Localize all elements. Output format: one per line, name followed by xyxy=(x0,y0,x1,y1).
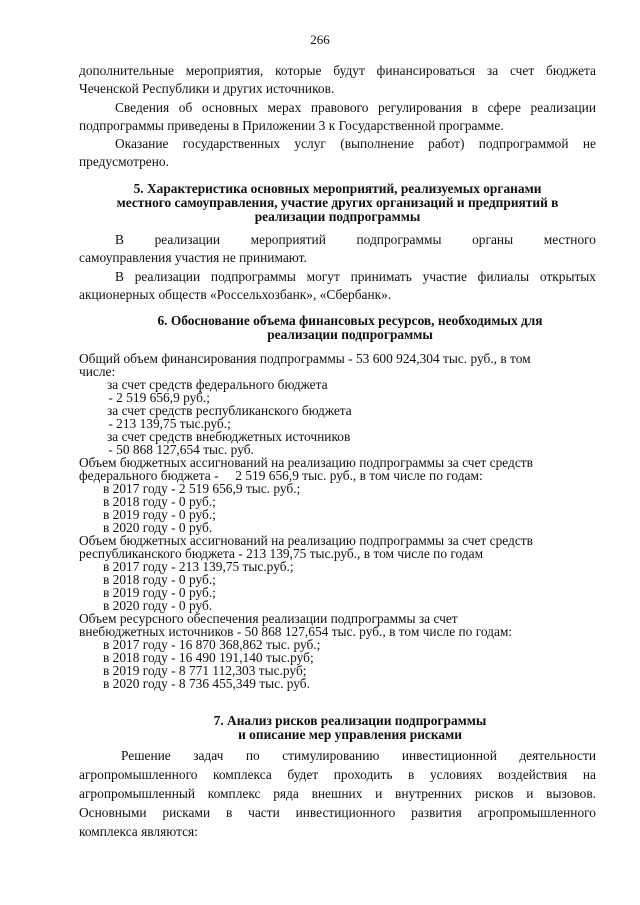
page-number: 266 xyxy=(310,32,330,47)
section-7-heading-line-2: и описание мер управления рисками xyxy=(238,727,462,742)
section-5-heading-line-3: реализации подпрограммы xyxy=(254,209,421,224)
section-6-heading-line-2: реализации подпрограммы xyxy=(267,327,433,342)
intro-line-5: Оказание государственных услуг (выполнение работ) подпрограммой не xyxy=(115,136,596,151)
section-7-heading-line-1: 7. Анализ рисков реализации подпрограммы xyxy=(213,713,487,728)
republic-allocations-line-1: Объем бюджетных ассигнований на реализацию подпрограммы за счет средств xyxy=(79,533,533,548)
funding-total-continued: числе: xyxy=(79,364,116,379)
extra-year-2019: в 2019 году - 8 771 112,303 тыс.руб; xyxy=(103,663,307,678)
section-5-heading-line-1: 5. Характеристика основных мероприятий, реализуемых органами xyxy=(133,181,542,196)
extra-year-2018: в 2018 году - 16 490 191,140 тыс.руб; xyxy=(103,650,314,665)
republic-year-2019: в 2019 году - 0 руб.; xyxy=(103,585,216,600)
republic-year-2018: в 2018 году - 0 руб.; xyxy=(103,572,216,587)
intro-line-4: подпрограммы приведены в Приложении 3 к Государственной программе. xyxy=(79,118,504,133)
intro-line-2: Чеченской Республики и других источников. xyxy=(79,81,335,96)
republic-year-2020: в 2020 году - 0 руб. xyxy=(103,598,213,613)
federal-year-2017: в 2017 году - 2 519 656,9 тыс. руб.; xyxy=(103,481,301,496)
funding-federal-label: за счет средств федерального бюджета xyxy=(107,377,328,392)
funding-extra-amount: - 50 868 127,654 тыс. руб. xyxy=(105,442,254,457)
intro-line-1: дополнительные мероприятия, которые будут финансироваться за счет бюджета xyxy=(79,63,596,78)
intro-line-6: предусмотрено. xyxy=(79,154,169,169)
extra-funding-line-1: Объем ресурсного обеспечения реализации подпрограммы за счет xyxy=(79,611,458,626)
funding-extra-label: за счет средств внебюджетных источников xyxy=(107,429,351,444)
extra-funding-line-2: внебюджетных источников - 50 868 127,654 тыс. руб., в том числе по годам: xyxy=(79,624,513,639)
federal-year-2020: в 2020 году - 0 руб. xyxy=(103,520,213,535)
section-7-para-line-5: комплекса являются: xyxy=(79,824,198,839)
federal-allocations-line-1: Объем бюджетных ассигнований на реализацию подпрограммы за счет средств xyxy=(79,455,533,470)
federal-year-2018: в 2018 году - 0 руб.; xyxy=(103,494,216,509)
republic-year-2017: в 2017 году - 213 139,75 тыс.руб.; xyxy=(103,559,294,574)
republic-allocations-line-2: республиканского бюджета - 213 139,75 тыс.руб., в том числе по годам xyxy=(79,546,484,561)
section-5-para-3: В реализации подпрограммы могут принимать участие филиалы открытых xyxy=(115,269,596,284)
section-7-para-line-4: Основными рисками в части инвестиционного развития агропромышленного xyxy=(79,805,596,820)
federal-allocations-line-2: федерального бюджета - 2 519 656,9 тыс. руб., в том числе по годам: xyxy=(79,468,483,483)
intro-line-3: Сведения об основных мерах правового регулирования в сфере реализации xyxy=(115,100,596,115)
section-7-para-line-2: агропромышленного комплекса будет проходить в условиях воздействия на xyxy=(79,767,596,782)
section-7-para-line-1: Решение задач по стимулированию инвестиционной деятельности xyxy=(121,748,596,763)
funding-federal-amount: - 2 519 656,9 руб.; xyxy=(105,390,211,405)
extra-year-2020: в 2020 году - 8 736 455,349 тыс. руб. xyxy=(103,676,310,691)
funding-republic-label: за счет средств республиканского бюджета xyxy=(107,403,352,418)
funding-total-line: Общий объем финансирования подпрограммы - 53 600 924,304 тыс. руб., в том xyxy=(79,351,531,366)
section-7-para-line-3: агропромышленный комплекс ряда внешних и внутренних рисков и вызовов. xyxy=(79,786,596,801)
federal-year-2019: в 2019 году - 0 руб.; xyxy=(103,507,216,522)
section-5-heading-line-2: местного самоуправления, участие других организаций и предприятий в xyxy=(116,195,559,210)
section-5-para-2: самоуправления участия не принимают. xyxy=(79,250,307,265)
funding-republic-amount: - 213 139,75 тыс.руб.; xyxy=(105,416,231,431)
section-5-para-1: В реализации мероприятий подпрограммы органы местного xyxy=(115,232,596,247)
section-5-para-4: акционерных обществ «Россельхозбанк», «Сбербанк». xyxy=(79,287,392,302)
extra-year-2017: в 2017 году - 16 870 368,862 тыс. руб.; xyxy=(103,637,321,652)
section-6-heading-line-1: 6. Обоснование объема финансовых ресурсов, необходимых для xyxy=(157,313,543,328)
